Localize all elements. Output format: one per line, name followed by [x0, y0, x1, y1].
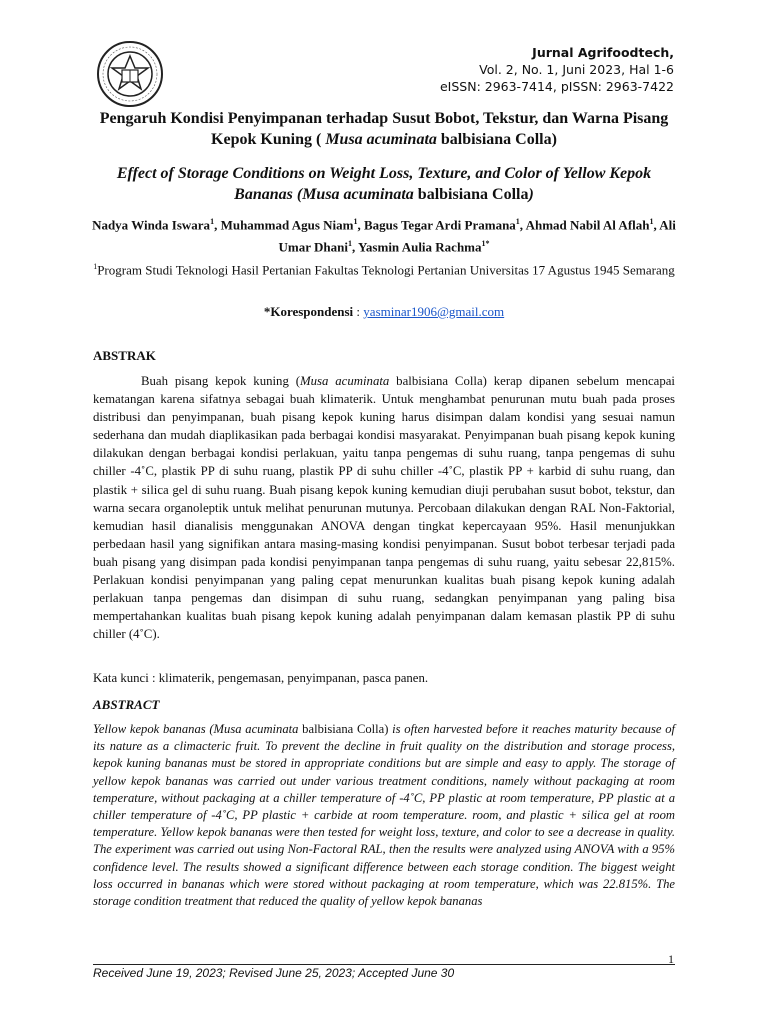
author-separator: , [214, 217, 221, 233]
title-id-part1: Pengaruh Kondisi Penyimpanan terhadap Susut Bobot, Tekstur, dan Warna Pisang Kepok Kuning ( [99, 110, 669, 148]
author-name: Bagus Tegar Ardi Pramana [363, 217, 516, 233]
affiliation-text: Program Studi Teknologi Hasil Pertanian Fakultas Teknologi Pertanian Universitas 17 Agustus 1945 Semarang [97, 262, 675, 278]
title-en-part3: ) [528, 186, 534, 203]
author-affiliation-mark: 1 [353, 217, 358, 226]
keywords: Kata kunci : klimaterik, pengemasan, penyimpanan, pasca panen. [93, 671, 429, 685]
abstrak-body: balbisiana Colla) kerap dipanen sebelum mencapai kematangan karena sifatnya sebagai buah klimaterik. Untuk menghambat penurunan mutu buah pada proses distribusi dan penyimpanan, buah pisang kepok kuning harus disimpan dalam kondisi yang sesuai namun sederhana dan mudah diaplikasikan pada berbagai kondisi masyarakat. Penyimpanan buah pisang kepok kuning dilakukan dengan berbagai kondisi perlakuan, yaitu tanpa pengemas di suhu ruang, tanpa pengemas di suhu chiller -4˚C, plastik PP di suhu ruang, plastik PP di suhu chiller -4˚C, plastik PP + karbid di suhu ruang, dan plastik + silica gel di suhu ruang. Buah pisang kepok kuning kemudian diuji perubahan susut bobot, tekstur, dan warna secara organoleptik untuk melihat penurunan mutunya. Percobaan dilakukan dengan RAL Non-Faktorial, kemudian hasil dianalisis menggunakan ANOVA dengan tingkat kepercayaan 95%. Hasil menunjukkan perbedaan hasil yang signifikan antara masing-masing kondisi penyimpanan. Susut bobot terbesar terjadi pada buah pisang yang disimpan pada kondisi penyimpanan tanpa pengemas di suhu ruang, yaitu sebesar 22,815%. Perlakuan kondisi penyimpanan yang paling cepat menurunkan kualitas buah pisang kepok kuning adalah perlakuan tanpa pengemas dan disimpan di suhu ruang, sedangkan penyimpanan yang paling bisa mempertahankan kualitas buah pisang kepok kuning adalah penyimpanan dalam kemasan plastik PP di suhu chiller (4˚C). [93, 374, 675, 642]
abstract-paragraph [93, 721, 675, 910]
title-en-part2: balbisiana Colla [417, 186, 529, 203]
author-affiliation-mark: 1 [649, 217, 654, 226]
title-indonesian [90, 108, 678, 150]
abstrak-heading: ABSTRAK [93, 348, 156, 363]
author-affiliation-mark: 1 [210, 217, 215, 226]
journal-info [440, 44, 674, 95]
title-id-part2: balbisiana Colla) [440, 131, 557, 148]
title-id-species: Musa acuminata [325, 131, 437, 148]
author-separator: , [351, 239, 358, 255]
abstrak-lead: Buah pisang kepok kuning ( [141, 374, 300, 388]
received-dates-footer: Received June 19, 2023; Revised June 25, 2023; Accepted June 30 [93, 966, 455, 980]
author-separator: , [357, 217, 364, 233]
abstrak-species: Musa acuminata [299, 374, 390, 388]
author-name: Nadya Winda Iswara [92, 217, 211, 233]
author-affiliation-mark: 1 [347, 239, 352, 249]
correspondence-separator: : [353, 304, 364, 319]
author-name: Yasmin Aulia Rachma [357, 239, 482, 255]
abstract-species-rest: balbisiana Colla) [298, 722, 389, 736]
abstrak-paragraph [93, 372, 675, 643]
title-en-part1: Effect of Storage Conditions on Weight Loss, Texture, and Color of Yellow Kepok Bananas ( [116, 165, 652, 203]
journal-issn: eISSN: 2963-7414, pISSN: 2963-7422 [439, 79, 674, 94]
author-name: Muhammad Agus Niam [220, 217, 354, 233]
author-name: Ahmad Nabil Al Aflah [525, 217, 650, 233]
abstract-heading: ABSTRACT [93, 697, 160, 712]
author-separator: , [653, 217, 660, 233]
page-number: 1 [668, 952, 674, 966]
journal-volume: Vol. 2, No. 1, Juni 2023, Hal 1-6 [479, 62, 674, 77]
author-name: Ali Umar Dhani [278, 217, 676, 255]
correspondence-label: *Korespondensi [263, 304, 354, 319]
affiliation [90, 259, 678, 278]
title-english [90, 163, 678, 205]
author-affiliation-mark: 1* [481, 239, 490, 249]
correspondence-email-link[interactable]: yasminar1906@gmail.com [363, 304, 505, 319]
author-affiliation-mark: 1 [515, 217, 520, 226]
author-list [90, 212, 678, 257]
abstract-body: is often harvested before it reaches maturity because of its nature as a climacteric fruit. To prevent the decline in fruit quality on the distribution and storage process, kepok kuning bananas must be stored in appropriate conditions but are simple and easy to apply. The storage of yellow kepok bananas was carried out under various treatment conditions, namely without packaging at room temperature, without packaging at a chiller temperature of -4˚C, PP plastic at room temperature, PP plastic at a chiller temperature of -4˚C, PP plastic + carbide at room temperature. room, and plastic + silica gel at room temperature. Yellow kepok bananas were then tested for weight loss, texture, and color to see a decrease in quality. The experiment was carried out using Non-Factoral RAL, then the results were analyzed using ANOVA with a 95% confidence level. The results showed a significant difference between each storage condition. The biggest weight loss occurred in bananas which were stored without packaging at room temperature, which was 22.815%. The storage condition treatment that reduced the quality of yellow kepok bananas [93, 722, 675, 909]
abstract-lead: Yellow kepok bananas (Musa acuminata [93, 722, 299, 736]
footer-divider [93, 964, 675, 965]
affiliation-mark: 1 [93, 262, 98, 271]
university-seal-logo [96, 40, 164, 108]
title-en-species: Musa acuminata [302, 186, 414, 203]
journal-name: Jurnal Agrifoodtech, [532, 45, 674, 60]
correspondence [90, 304, 678, 320]
author-separator: , [519, 217, 526, 233]
